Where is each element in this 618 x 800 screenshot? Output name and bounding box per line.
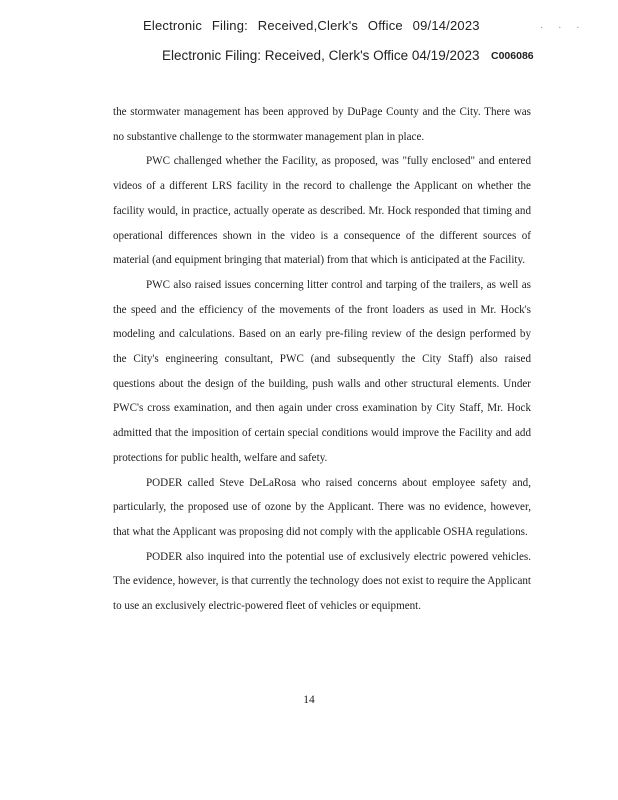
filing-stamp-top: Electronic Filing: Received,Clerk's Office 09/14/2023 [143, 18, 480, 33]
filing-stamp-second: Electronic Filing: Received, Clerk's Office 04/19/2023 [162, 48, 480, 63]
paragraph-poder-electric: PODER also inquired into the potential use of exclusively electric powered vehicles. The evidence, however, is that currently the technology does not exist to require the Applicant to use an exclusively electric-powered fleet of vehicles or equipment. [113, 550, 531, 613]
document-body [113, 100, 531, 619]
paragraph-pwc-enclosed: PWC challenged whether the Facility, as proposed, was "fully enclosed" and entered videos of a different LRS facility in the record to challenge the Applicant on whether the facility would, in practice, actually operate as described. Mr. Hock responded that timing and operational differences shown in the video is a consequence of the different sources of material (and equipment bringing that material) from that which is anticipated at the Facility. [113, 155, 531, 267]
scan-dots: · · · [540, 22, 586, 33]
paragraph-pwc-litter: PWC also raised issues concerning litter control and tarping of the trailers, as well as the speed and the efficiency of the movements of the front loaders as used in Mr. Hock's modeling and calculations. Based on an early pre-filing review of the design performed by the City's engineering consultant, PWC (and subsequently the City Staff) also raised questions about the design of the building, push walls and other structural elements. Under PWC's cross examination, and then again under cross examination by City Staff, Mr. Hock admitted that the imposition of certain special conditions would improve the Facility and add protections for public health, welfare and safety. [113, 278, 531, 464]
bates-number: C006086 [491, 50, 534, 62]
page-number: 14 [303, 694, 315, 706]
paragraph-poder-safety: PODER called Steve DeLaRosa who raised concerns about employee safety and, particularly, the proposed use of ozone by the Applicant. There was no evidence, however, that what the Applicant was proposing did not comply with the applicable OSHA regulations. [113, 476, 531, 538]
paragraph-stormwater: the stormwater management has been approved by DuPage County and the City. There was no substantive challenge to the stormwater management plan in place. [113, 106, 531, 143]
